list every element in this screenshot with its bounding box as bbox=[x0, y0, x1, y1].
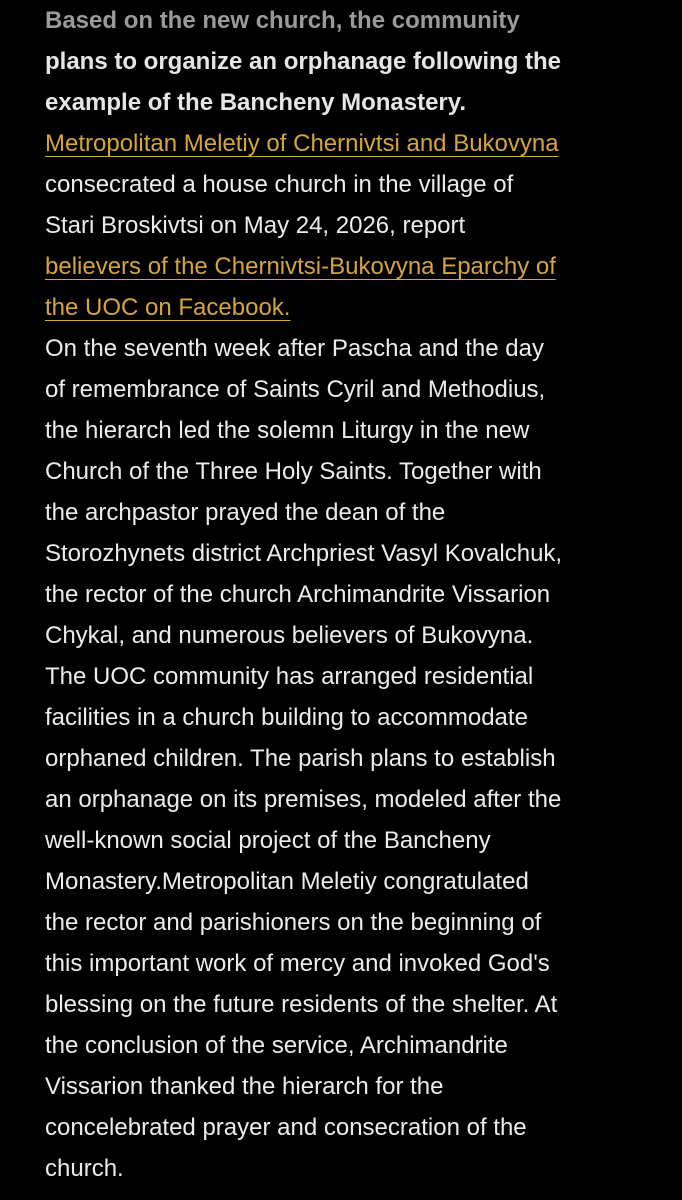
intro-line: Stari Broskivtsi on May 24, 2026, report bbox=[45, 212, 466, 239]
paragraph-line: facilities in a church building to accommodate bbox=[45, 704, 528, 731]
paragraph-line: Storozhynets district Archpriest Vasyl Kovalchuk, bbox=[45, 540, 563, 567]
lead-line: plans to organize an orphanage following the bbox=[45, 48, 562, 75]
paragraph-line: an orphanage on its premises, modeled after the bbox=[45, 786, 562, 813]
paragraph-line: the rector of the church Archimandrite Vissarion bbox=[45, 581, 551, 608]
article-intro bbox=[45, 123, 675, 328]
paragraph-line: this important work of mercy and invoked God's bbox=[45, 950, 550, 977]
paragraph-line: On the seventh week after Pascha and the day bbox=[45, 335, 544, 362]
paragraph-line: blessing on the future residents of the shelter. At bbox=[45, 991, 558, 1018]
paragraph-line: Church of the Three Holy Saints. Together with bbox=[45, 458, 542, 485]
source-link[interactable]: believers of the Chernivtsi-Bukovyna Eparchy of bbox=[45, 253, 556, 280]
paragraph-line: Vissarion thanked the hierarch for the bbox=[45, 1073, 444, 1100]
paragraph-line: orphaned children. The parish plans to establish bbox=[45, 745, 556, 772]
paragraph-line: church. bbox=[45, 1155, 124, 1182]
paragraph-line: the conclusion of the service, Archimandrite bbox=[45, 1032, 508, 1059]
paragraph-line: The UOC community has arranged residential bbox=[45, 663, 534, 690]
paragraph-line: the rector and parishioners on the beginning of bbox=[45, 909, 542, 936]
article-body bbox=[45, 0, 675, 1189]
paragraph-line: of remembrance of Saints Cyril and Methodius, bbox=[45, 376, 546, 403]
paragraph-line: Monastery.Metropolitan Meletiy congratulated bbox=[45, 868, 529, 895]
source-link[interactable]: the UOC on Facebook. bbox=[45, 294, 291, 321]
paragraph-line: well-known social project of the Bancheny bbox=[45, 827, 491, 854]
article-lead bbox=[45, 0, 675, 123]
lead-line: example of the Bancheny Monastery. bbox=[45, 89, 467, 116]
intro-line: consecrated a house church in the village of bbox=[45, 171, 514, 198]
paragraph-line: Chykal, and numerous believers of Bukovyna. bbox=[45, 622, 534, 649]
lead-line: Based on the new church, the community bbox=[45, 7, 520, 34]
paragraph-line: the hierarch led the solemn Liturgy in the new bbox=[45, 417, 530, 444]
article-paragraph bbox=[45, 328, 675, 1189]
paragraph-line: the archpastor prayed the dean of the bbox=[45, 499, 446, 526]
paragraph-line: concelebrated prayer and consecration of the bbox=[45, 1114, 527, 1141]
metropolitan-link[interactable]: Metropolitan Meletiy of Chernivtsi and Bukovyna bbox=[45, 130, 559, 157]
